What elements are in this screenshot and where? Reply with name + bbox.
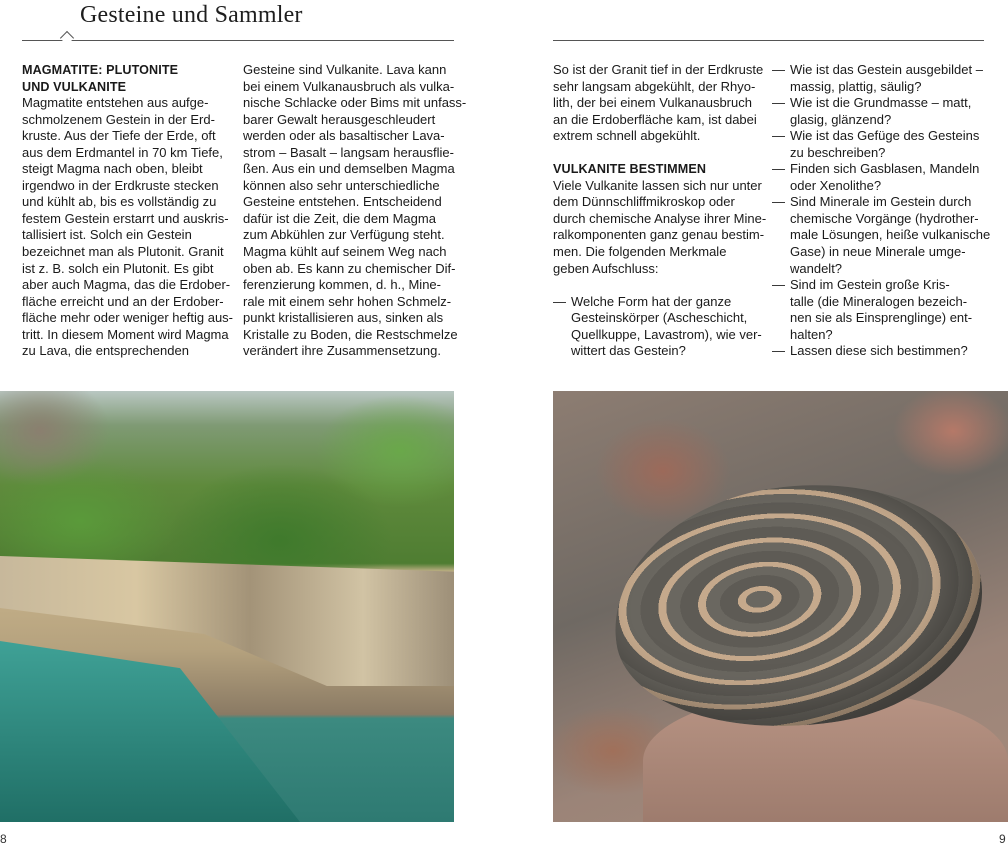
- list-item-text: Wie ist das Gestein ausgebildet –: [790, 62, 983, 77]
- text-line: aus dem Erdmantel in 70 km Tiefe,: [22, 144, 223, 160]
- text-line: barer Gewalt herausgeschleudert: [243, 111, 436, 127]
- text-line: können also sehr unterschiedliche: [243, 177, 440, 193]
- header-rule-notch: [60, 31, 74, 45]
- section-heading: MAGMATITE: PLUTONITE: [22, 63, 179, 77]
- list-item: [772, 95, 990, 128]
- list-item: [772, 161, 990, 194]
- list-item-text: Finden sich Gasblasen, Mandeln: [790, 161, 980, 177]
- text-line: Kristalle zu Boden, die Restschmelze: [243, 326, 458, 342]
- text-line: irgendwo in der Erdkruste stecken: [22, 177, 219, 193]
- text-line: bezeichnet man als Plutonit. Granit: [22, 244, 224, 260]
- bullet-dash: —: [772, 194, 785, 210]
- text-line: festem Gestein erstarrt und auskris-: [22, 210, 229, 226]
- text-line: dafür ist die Zeit, die dem Magma: [243, 210, 436, 226]
- text-line: ist z. B. solch ein Plutonit. Es gibt: [22, 260, 214, 276]
- list-item: [772, 62, 990, 95]
- text-line: steigt Magma nach oben, bleibt: [22, 161, 203, 177]
- list-item-text: massig, plattig, säulig?: [790, 78, 922, 94]
- text-line: Magma kühlt auf seinem Weg nach: [243, 244, 447, 260]
- text-line: zu Lava, die entsprechenden: [22, 343, 189, 359]
- text-line: ßen. Aus ein und demselben Magma: [243, 161, 455, 177]
- list-item-text: oder Xenolithe?: [790, 177, 882, 193]
- paragraph-spacer: [553, 277, 766, 294]
- list-item-text: halten?: [790, 326, 833, 342]
- bullet-dash: —: [772, 128, 785, 144]
- page-number-right: 9: [999, 832, 1006, 846]
- list-item-text: Gesteinskörper (Ascheschicht,: [571, 310, 748, 326]
- text-line: rale mit einem sehr hohen Schmelz-: [243, 293, 452, 309]
- list-item-text: Gase) in neue Minerale umge-: [790, 244, 966, 260]
- text-line: tritt. In diesem Moment wird Magma: [22, 326, 229, 342]
- list-item-text: male Lösungen, heiße vulkanische: [790, 227, 991, 243]
- list-item-text: Quellkuppe, Lavastrom), wie ver-: [571, 326, 762, 342]
- section-heading: UND VULKANITE: [22, 79, 127, 94]
- text-line: nische Schlacke oder Bims mit unfass-: [243, 95, 467, 111]
- bullet-dash: —: [772, 161, 785, 177]
- bullet-dash: —: [772, 343, 785, 359]
- text-line: kruste. Aus der Tiefe der Erde, oft: [22, 128, 216, 144]
- text-line: ferenzierung kommen, d. h., Mine-: [243, 277, 441, 293]
- text-line: und kühlt ab, bis es vollständig zu: [22, 194, 217, 210]
- text-line: Viele Vulkanite lassen sich nur unter: [553, 177, 762, 193]
- list-item-text: glasig, glänzend?: [790, 111, 892, 127]
- bullet-dash: —: [772, 62, 785, 77]
- text-line: lith, der bei einem Vulkanausbruch: [553, 95, 752, 111]
- text-line: bei einem Vulkanausbruch als vulka-: [243, 78, 455, 94]
- list-item-text: zu beschreiben?: [790, 144, 886, 160]
- page-header-title: Gesteine und Sammler: [80, 2, 303, 28]
- text-line: Gesteine sind Vulkanite. Lava kann: [243, 62, 447, 77]
- text-line: strom – Basalt – langsam herausflie-: [243, 144, 454, 160]
- list-item-text: wandelt?: [790, 260, 843, 276]
- text-column-2: [243, 62, 466, 360]
- list-item-text: Sind Minerale im Gestein durch: [790, 194, 972, 210]
- list-item-text: nen sie als Einsprenglinge) ent-: [790, 310, 973, 326]
- text-line: So ist der Granit tief in der Erdkruste: [553, 62, 764, 77]
- list-item: [772, 128, 990, 161]
- text-line: punkt kristallisieren aus, sinken als: [243, 310, 444, 326]
- banded-rock-photo: [553, 391, 1008, 822]
- text-line: durch chemische Analyse ihrer Mine-: [553, 210, 767, 226]
- text-line: fläche erreicht und an der Erdober-: [22, 293, 224, 309]
- list-item: [772, 343, 990, 360]
- text-line: ralkomponenten ganz genau bestim-: [553, 227, 765, 243]
- text-line: sehr langsam abgekühlt, der Rhyo-: [553, 78, 756, 94]
- text-line: oben ab. Es kann zu chemischer Dif-: [243, 260, 456, 276]
- list-item-text: Wie ist das Gefüge des Gesteins: [790, 128, 980, 144]
- text-column-4: [772, 62, 990, 360]
- list-item-text: Lassen diese sich bestimmen?: [790, 343, 968, 359]
- quarry-lake-photo: [0, 391, 454, 822]
- text-line: schmolzenem Gestein in der Erd-: [22, 111, 215, 127]
- page-number-left: 8: [0, 832, 7, 846]
- list-item-text: wittert das Gestein?: [571, 343, 686, 359]
- bullet-dash: —: [553, 293, 566, 309]
- text-line: verändert ihre Zusammensetzung.: [243, 343, 441, 359]
- list-item-text: Wie ist die Grundmasse – matt,: [790, 95, 972, 111]
- text-column-3: [553, 62, 766, 360]
- paragraph-spacer: [553, 145, 766, 162]
- list-item-text: Sind im Gestein große Kris-: [790, 277, 950, 293]
- header-rule-right: [553, 40, 984, 41]
- text-line: zum Abkühlen zur Verfügung steht.: [243, 227, 445, 243]
- photo-lake-water: [0, 641, 300, 822]
- section-heading: VULKANITE BESTIMMEN: [553, 162, 707, 177]
- list-item: [772, 277, 990, 343]
- list-item-text: Welche Form hat der ganze: [571, 293, 732, 309]
- list-item-text: talle (die Mineralogen bezeich-: [790, 293, 968, 309]
- text-line: fläche mehr oder weniger heftig aus-: [22, 310, 234, 326]
- text-line: Gesteine entstehen. Entscheidend: [243, 194, 442, 210]
- text-line: aber auch Magma, das die Erdober-: [22, 277, 231, 293]
- list-item: [772, 194, 990, 277]
- text-column-1: [22, 62, 233, 360]
- list-item: [553, 294, 766, 360]
- list-item-text: chemische Vorgänge (hydrother-: [790, 210, 979, 226]
- bullet-dash: —: [772, 95, 785, 111]
- text-line: men. Die folgenden Merkmale: [553, 244, 727, 260]
- text-line: extrem schnell abgekühlt.: [553, 128, 701, 144]
- text-line: werden oder als basaltischer Lava-: [243, 128, 445, 144]
- header-rule-left: [22, 40, 454, 41]
- text-line: tallisiert ist. Solch ein Gestein: [22, 227, 192, 243]
- text-line: dem Dünnschliffmikroskop oder: [553, 194, 735, 210]
- bullet-dash: —: [772, 277, 785, 293]
- text-line: an die Erdoberfläche kam, ist dabei: [553, 111, 757, 127]
- text-line: geben Aufschluss:: [553, 260, 659, 276]
- text-line: Magmatite entstehen aus aufge-: [22, 95, 209, 111]
